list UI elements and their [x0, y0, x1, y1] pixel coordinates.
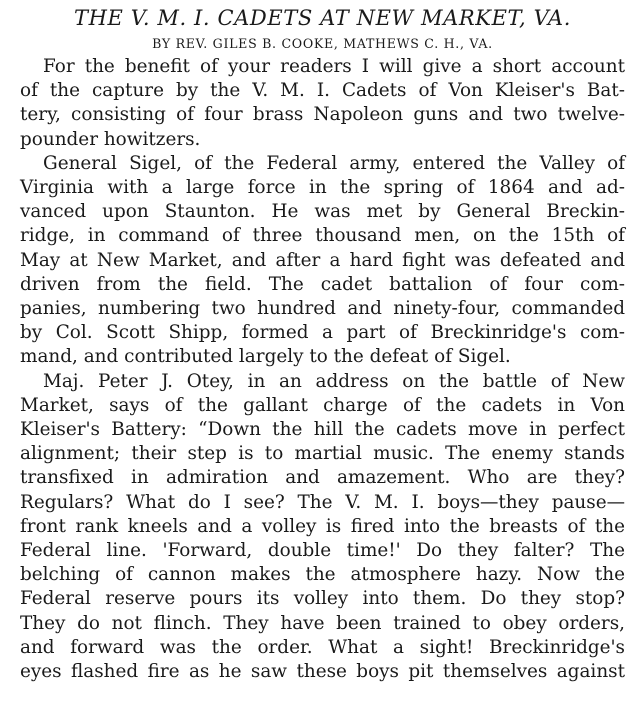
text-line: Federal line. 'Forward, double time!' Do they falter? The	[20, 540, 625, 562]
text-line: of the capture by the V. M. I. Cadets of Von Kleiser's Bat-	[20, 80, 625, 102]
text-line: pounder howitzers.	[20, 128, 201, 150]
article-byline: BY REV. GILES B. COOKE, MATHEWS C. H., VA.	[152, 36, 493, 51]
text-line: May at New Market, and after a hard fight was defeated and	[20, 249, 625, 271]
text-line: Regulars? What do I see? The V. M. I. boys—they pause—	[20, 491, 625, 513]
text-line: ridge, in command of three thousand men, on the 15th of	[20, 225, 625, 247]
text-line: alignment; their step is to martial music. The enemy stands	[20, 443, 625, 465]
text-line: They do not flinch. They have been trained to obey orders,	[20, 612, 625, 634]
text-line: by Col. Scott Shipp, formed a part of Breckinridge's com-	[20, 322, 625, 344]
paragraph-2	[20, 152, 625, 370]
text-line: mand, and contributed largely to the defeat of Sigel.	[20, 346, 511, 368]
text-line: driven from the field. The cadet battalion of four com-	[20, 273, 625, 295]
text-line: General Sigel, of the Federal army, entered the Valley of	[43, 152, 625, 174]
paragraph-1	[20, 55, 625, 152]
text-line: Kleiser's Battery: “Down the hill the cadets move in perfect	[20, 419, 625, 441]
text-line: belching of cannon makes the atmosphere hazy. Now the	[20, 564, 625, 586]
article-body	[20, 55, 625, 684]
text-line: and forward was the order. What a sight! Breckinridge's	[20, 636, 625, 658]
text-line: vanced upon Staunton. He was met by General Breckin-	[20, 201, 625, 223]
paragraph-3	[20, 370, 625, 685]
text-line: Maj. Peter J. Otey, in an address on the battle of New	[43, 370, 625, 392]
text-line: Federal reserve pours its volley into them. Do they stop?	[20, 588, 625, 610]
text-line: transfixed in admiration and amazement. Who are they?	[20, 467, 625, 489]
article-title: THE V. M. I. CADETS AT NEW MARKET, VA.	[74, 6, 571, 30]
text-line: tery, consisting of four brass Napoleon guns and two twelve-	[20, 104, 625, 126]
text-line: eyes flashed fire as he saw these boys pit themselves against	[20, 661, 625, 683]
text-line: Market, says of the gallant charge of the cadets in Von	[20, 394, 625, 416]
text-line: Virginia with a large force in the spring of 1864 and ad-	[20, 177, 625, 199]
text-line: front rank kneels and a volley is fired into the breasts of the	[20, 515, 625, 537]
text-line: panies, numbering two hundred and ninety-four, commanded	[20, 298, 625, 320]
text-line: For the benefit of your readers I will give a short account	[43, 56, 625, 77]
